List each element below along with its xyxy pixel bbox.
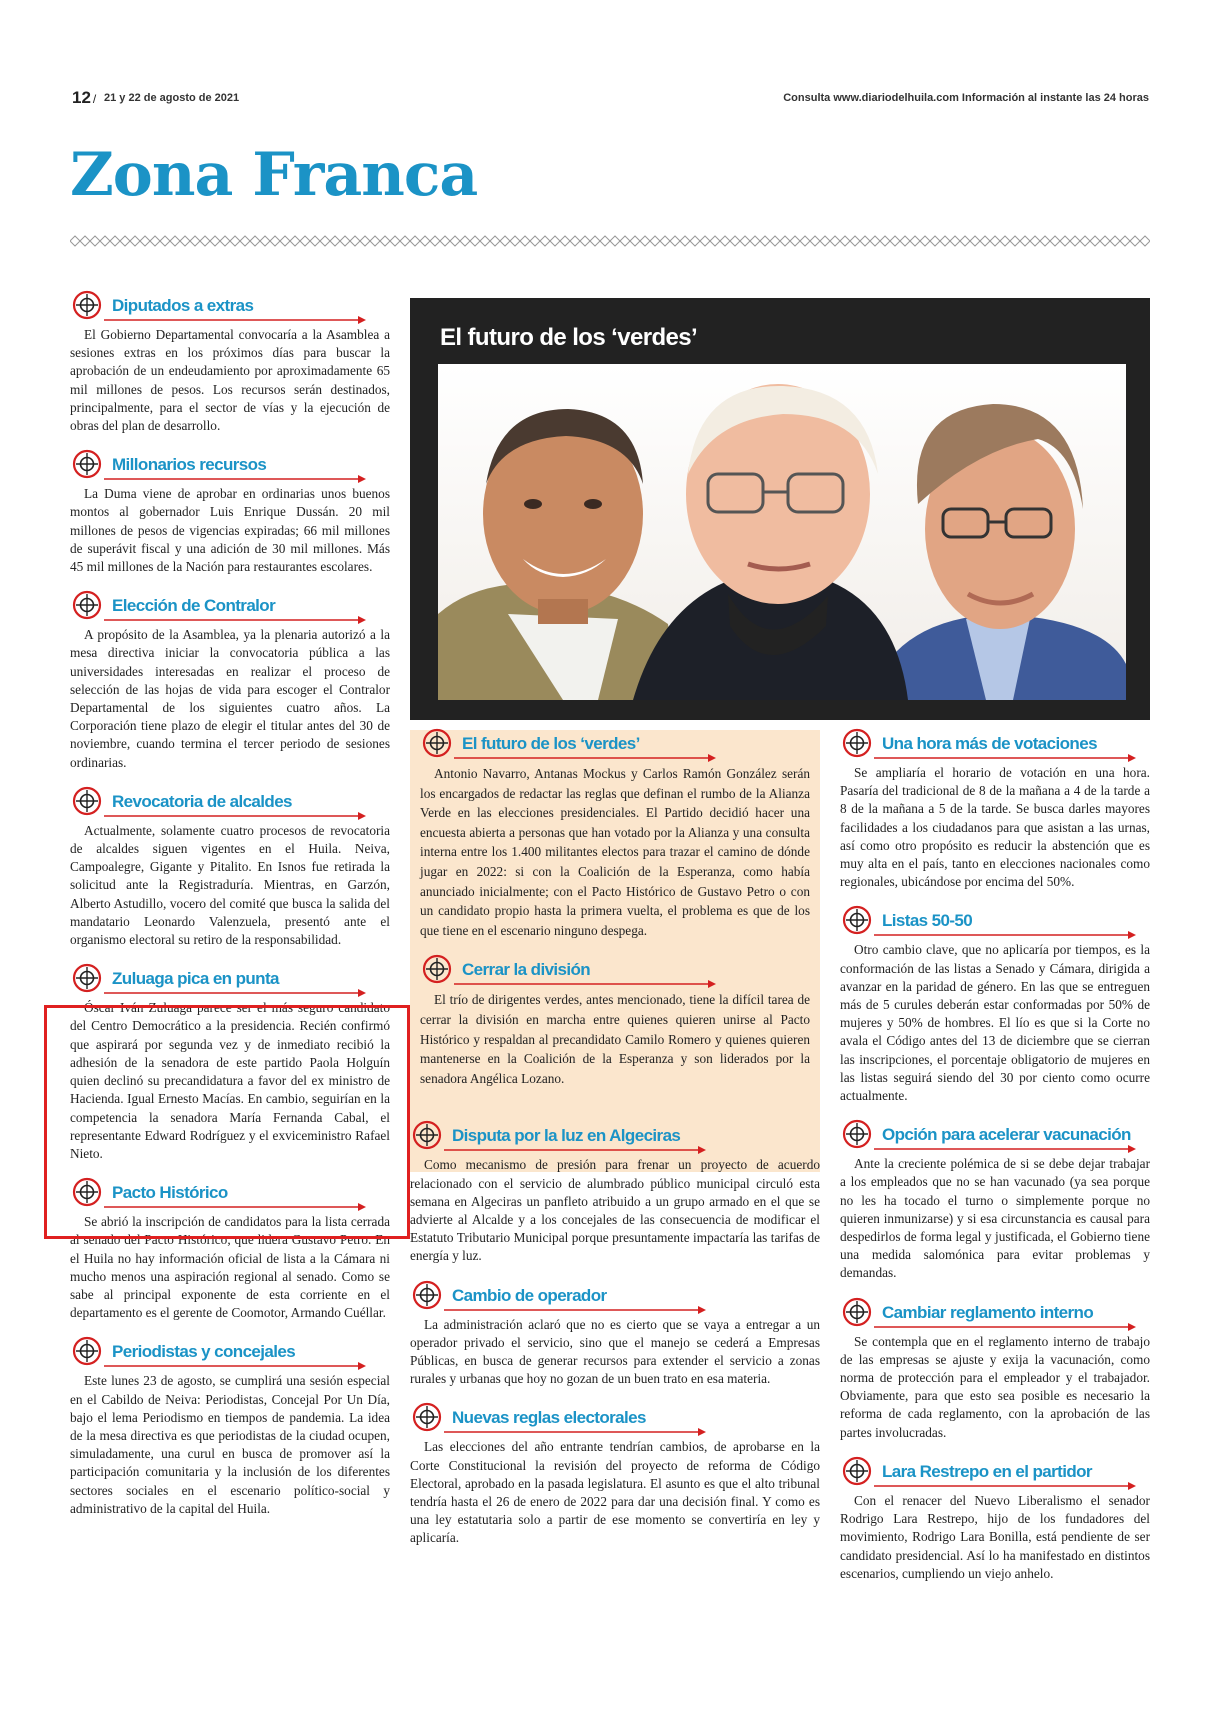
crosshair-icon bbox=[842, 728, 872, 758]
featured-photo bbox=[438, 364, 1126, 700]
brief-body: Con el renacer del Nuevo Liberalismo el senador Rodrigo Lara Restrepo, hijo de los fundadores del movimiento, Rodrigo Lara Bonilla, está pendiente de ser candidato presidencial. Así lo ha manifestado en distintos escenarios, cumpliendo un viejo anhelo. bbox=[840, 1492, 1150, 1581]
news-brief bbox=[410, 954, 820, 1088]
brief-header bbox=[840, 905, 1150, 935]
column-middle bbox=[410, 728, 820, 1562]
news-brief bbox=[840, 1456, 1150, 1583]
arrow-right-icon bbox=[104, 1362, 366, 1370]
page-number: 12 / bbox=[72, 88, 97, 107]
brief-body: El Gobierno Departamental convocaría a la Asamblea a sesiones extras en los próximos días para buscar la aprobación de un endeudamiento por aproximadamente 65 mil millones de pesos. Los recursos serán destinados, principalmente, para el sector de vías y la ejecución de obras del plan de desarrollo. bbox=[70, 327, 390, 434]
brief-body: La Duma viene de aprobar en ordinarias unos buenos montos al gobernador Luis Enrique Dussán. 20 mil millones de pesos de vigencias expiradas; 66 mil millones de superávit fiscal y una adición de 30 mil millones. Más 45 mil millones de la Nación para restaurantes escolares. bbox=[70, 486, 390, 575]
highlight-frame bbox=[44, 1005, 410, 1239]
arrow-right-icon bbox=[104, 475, 366, 483]
arrow-right-icon bbox=[874, 1323, 1136, 1331]
news-brief bbox=[70, 1336, 390, 1518]
news-brief bbox=[840, 1119, 1150, 1282]
brief-header bbox=[840, 1456, 1150, 1486]
brief-header bbox=[70, 1336, 390, 1366]
column-left bbox=[70, 290, 390, 1532]
crosshair-icon bbox=[72, 449, 102, 479]
news-brief bbox=[410, 728, 820, 940]
brief-title: Elección de Contralor bbox=[112, 596, 276, 616]
news-brief bbox=[410, 1280, 820, 1389]
brief-title: Periodistas y concejales bbox=[112, 1342, 296, 1362]
brief-header bbox=[70, 449, 390, 479]
brief-body: Antonio Navarro, Antanas Mockus y Carlos Ramón González serán los encargados de redactar las reglas que definan el rumbo de la Alianza Verde en las elecciones presidenciales. El Partido decidió hacer una encuesta abierta a personas que han votado por la Alianza y una consulta interna entre los 1.400 militantes electos para trazar el camino de dónde jugar en 2022: si con la Coalición de la Esperanza, como había anunciado inicialmente; con el Pacto Histórico de Gustavo Petro o con un candidato propio hasta la primera vuelta, el problema es que de los que tiene en el escenario ninguno despega. bbox=[420, 766, 810, 938]
crosshair-icon bbox=[412, 1120, 442, 1150]
news-brief bbox=[70, 290, 390, 435]
crosshair-icon bbox=[72, 590, 102, 620]
site-promo: Consulta www.diariodelhuila.com Información al instante las 24 horas bbox=[783, 92, 1149, 104]
brief-body: Ante la creciente polémica de si se debe dejar trabajar a los empleados que no se han vacunado (ya sea porque no les ha tocado el turno o simplemente porque no quieren inmunizarse) y si esa circunstancia es causal para despedirlos de forma legal y justificada, el Gobierno tiene una medida salomónica para evitar problemas y demandas. bbox=[840, 1156, 1150, 1281]
arrow-right-icon bbox=[454, 980, 716, 988]
brief-body: Como mecanismo de presión para frenar un proyecto de acuerdo relacionado con el servicio de alumbrado público municipal circuló esta semana en Algeciras un panfleto atribuido a un grupo armado en el que se advierte al Alcalde y a los concejales de las consecuencia de modificar el Estatuto Tributario Municipal porque presuntamente impactaría las tarifas de energía y luz. bbox=[410, 1157, 820, 1264]
brief-title: Nuevas reglas electorales bbox=[452, 1408, 646, 1428]
arrow-right-icon bbox=[444, 1146, 706, 1154]
brief-body: Se contempla que en el reglamento interno de trabajo de las empresas se ajuste y exija la vacunación, como norma de protección para el empleador y el trabajador. Obviamente, para que esto sea posible es necesario la reforma de cada reglamento, con la aprobación de las partes involucradas. bbox=[840, 1333, 1150, 1440]
section-title: Zona Franca bbox=[70, 140, 478, 210]
brief-header bbox=[410, 1280, 820, 1310]
brief-header bbox=[420, 728, 810, 758]
crosshair-icon bbox=[842, 1297, 872, 1327]
brief-body: Actualmente, solamente cuatro procesos de revocatoria de alcaldes siguen vigentes en el Huila. Neiva, Campoalegre, Gigante y Pitalito. En Isnos fue retirada la solicitud ante la Registraduría. Mientras, en Garzón, Alberto Astudillo, vocero del comité que busca la salida del mandatario Leonardo Valenzuela, presentó ante el organismo electoral su retiro de la responsabilidad. bbox=[70, 822, 390, 948]
decorative-divider bbox=[70, 235, 1150, 247]
photo-title: El futuro de los ‘verdes’ bbox=[440, 324, 698, 351]
brief-title: Pacto Histórico bbox=[112, 1183, 228, 1203]
brief-header bbox=[70, 786, 390, 816]
crosshair-icon bbox=[842, 1456, 872, 1486]
crosshair-icon bbox=[412, 1280, 442, 1310]
arrow-right-icon bbox=[874, 1145, 1136, 1153]
arrow-right-icon bbox=[104, 616, 366, 624]
brief-title: Disputa por la luz en Algeciras bbox=[452, 1126, 681, 1146]
crosshair-icon bbox=[72, 963, 102, 993]
brief-body: Se abrió la inscripción de candidatos para la lista cerrada al senado del Pacto Histórico, que lidera Gustavo Petro. En el Huila no hay información oficial de lista a la Cámara ni mucho menos una aspiración regional al senado. Como se sabe al principal exponente de esta corriente en el departamento es el gerente de Coomotor, Armando Cuéllar. bbox=[70, 1214, 390, 1321]
news-brief bbox=[70, 449, 390, 576]
brief-header bbox=[410, 1120, 820, 1150]
arrow-right-icon bbox=[104, 812, 366, 820]
news-brief bbox=[70, 786, 390, 949]
arrow-right-icon bbox=[444, 1428, 706, 1436]
brief-title: Zuluaga pica en punta bbox=[112, 969, 279, 989]
crosshair-icon bbox=[412, 1402, 442, 1432]
brief-title: Una hora más de votaciones bbox=[882, 734, 1097, 753]
brief-header bbox=[840, 728, 1150, 758]
brief-body: Otro cambio clave, que no aplicaría por tiempos, es la conformación de las listas a Senado y Cámara, dirigida a avanzar en la paridad de género. En las que se entreguen más de 5 curules deberán estar conformadas por 50% de mujeres y 50% de hombres. El lío es que si la Corte no avala el Código antes del 13 de diciembre que se cierran las inscripciones, el porcentaje obligatorio de mujeres en las listas seguirá siendo del 30 por ciento como ocurre actualmente. bbox=[840, 942, 1150, 1104]
brief-header bbox=[70, 963, 390, 993]
news-brief bbox=[840, 728, 1150, 891]
brief-body: Se ampliaría el horario de votación en una hora. Pasaría del tradicional de 8 de la mañana a 4 de la tarde a 8 de la mañana a 5 de la tarde. Se busca darles mayores facilidades a los ciudadanos para que asistan a las urnas, así como otro propósito es reducir la abstención que es muy alta en el país, tanto en elecciones nacionales como regionales, ubicándose por encima del 50%. bbox=[840, 765, 1150, 890]
arrow-right-icon bbox=[104, 316, 366, 324]
brief-title: Cambiar reglamento interno bbox=[882, 1302, 1094, 1322]
brief-header bbox=[840, 1119, 1150, 1149]
news-brief bbox=[840, 905, 1150, 1105]
crosshair-icon bbox=[72, 290, 102, 320]
brief-body: Este lunes 23 de agosto, se cumplirá una sesión especial en el Cabildo de Neiva: Periodistas, Concejal Por Un Día, bajo el lema Periodismo en tiempos de pandemia. La idea de la mesa directiva es que periodistas de la ciudad ocupen, simuladamente, una curul en busca de promover así la participación comunitaria y la inclusión de los diferentes sectores sociales en el escenario político-social y administrativo de la capital del Huila. bbox=[70, 1373, 390, 1516]
brief-title: Lara Restrepo en el partidor bbox=[882, 1461, 1092, 1481]
brief-title: Diputados a extras bbox=[112, 296, 254, 315]
brief-body: La administración aclaró que no es cierto que se vaya a entregar a un operador privado el servicio, sino que el manejo se cederá a Empresas Públicas, en busca de generar recursos para extender el servicio a zonas rurales y urbanas que hoy no gozan de un buen trato en esa materia. bbox=[410, 1316, 820, 1387]
news-brief bbox=[410, 1402, 820, 1547]
arrow-right-icon bbox=[874, 1482, 1136, 1490]
crosshair-icon bbox=[72, 1336, 102, 1366]
news-brief bbox=[840, 1297, 1150, 1442]
brief-title: Opción para acelerar vacunación bbox=[882, 1125, 1131, 1145]
brief-title: Millonarios recursos bbox=[112, 455, 267, 475]
crosshair-icon bbox=[842, 1119, 872, 1149]
brief-title: El futuro de los ‘verdes’ bbox=[462, 734, 640, 753]
page-header bbox=[72, 88, 1149, 110]
brief-header bbox=[410, 1402, 820, 1432]
news-brief bbox=[410, 1120, 820, 1265]
brief-header bbox=[70, 590, 390, 620]
arrow-right-icon bbox=[104, 989, 366, 997]
brief-title: Listas 50-50 bbox=[882, 911, 973, 931]
brief-title: Cambio de operador bbox=[452, 1285, 607, 1305]
brief-title: Revocatoria de alcaldes bbox=[112, 791, 292, 811]
brief-header bbox=[420, 954, 810, 984]
arrow-right-icon bbox=[444, 1306, 706, 1314]
crosshair-icon bbox=[422, 954, 452, 984]
column-right bbox=[840, 728, 1150, 1597]
arrow-right-icon bbox=[874, 754, 1136, 762]
three-politicians-photo bbox=[438, 364, 1126, 700]
crosshair-icon bbox=[72, 786, 102, 816]
brief-body: A propósito de la Asamblea, ya la plenaria autorizó a la mesa directiva iniciar la convocatoria pública a las universidades interesadas en realizar el proceso de selección de las hojas de vida para escoger el Contralor Departamental de los siguientes cuatro años. La Corporación tiene plazo de elegir el titular antes del 30 de noviembre, cuando termina el tercer periodo de sesiones ordinarias. bbox=[70, 627, 390, 770]
site-link[interactable]: www.diariodelhuila.com bbox=[833, 92, 959, 104]
brief-header bbox=[840, 1297, 1150, 1327]
issue-date: 21 y 22 de agosto de 2021 bbox=[104, 92, 240, 104]
brief-header bbox=[70, 290, 390, 320]
arrow-right-icon bbox=[454, 754, 716, 762]
crosshair-icon bbox=[422, 728, 452, 758]
news-brief bbox=[70, 590, 390, 772]
brief-body: Óscar Iván Zuluaga parece ser el más seguro candidato del Centro Democrático a la presidencia. Recién confirmó que aspirará por segunda vez y de inmediato recibió la adhesión de la senadora de este partido Paola Holguín quien declinó su precandidatura a favor del ex ministro de Hacienda. Igual Ernesto Macías. En cambio, seguirían en la competencia la senadora María Fernanda Cabal, el representante Edward Rodríguez y el exviceministro Rafael Nieto. bbox=[70, 1000, 390, 1161]
brief-body: Las elecciones del año entrante tendrían cambios, de aprobarse en la Corte Constitucional la revisión del proyecto de reforma de Código Electoral, aprobado en la pasada legislatura. El asunto es que el alto tribunal tendría hasta el 26 de enero de 2022 para dar una decisión final. Y como es una ley estatutaria solo a partir de ese momento se convertiría en ley y aplicaría. bbox=[410, 1439, 820, 1546]
arrow-right-icon bbox=[874, 931, 1136, 939]
crosshair-icon bbox=[842, 905, 872, 935]
brief-body: El trío de dirigentes verdes, antes mencionado, tiene la difícil tarea de cerrar la división en marcha entre quienes quieren unirse al Pacto Histórico y respaldan al precandidato Camilo Romero y quienes quieren mantenerse en la Coalición de la Esperanza y son liderados por la senadora Angélica Lozano. bbox=[420, 992, 810, 1086]
brief-title: Cerrar la división bbox=[462, 960, 591, 980]
featured-photo-box bbox=[410, 298, 1150, 720]
